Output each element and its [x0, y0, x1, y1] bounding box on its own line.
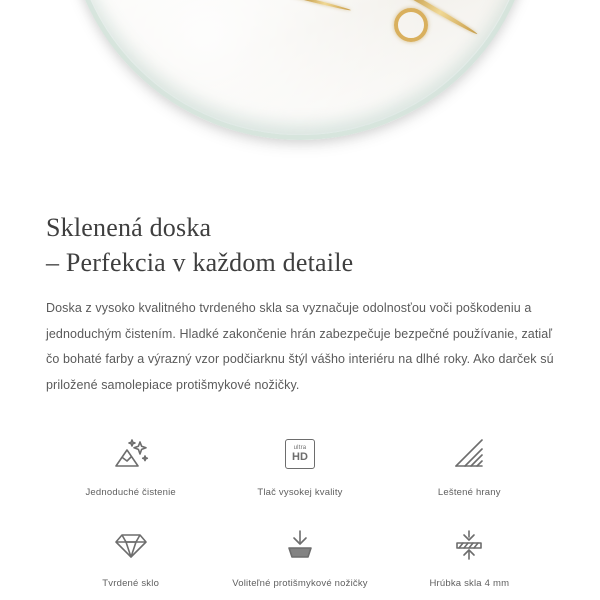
feature-label: Voliteľné protišmykové nožičky: [232, 577, 368, 589]
gold-vein: [273, 0, 351, 12]
feature-polished-edges: [385, 425, 554, 500]
diamond-icon: [50, 522, 211, 568]
feature-label: Tvrdené sklo: [102, 577, 160, 589]
ultra-hd-badge-bottom: HD: [292, 450, 308, 463]
ultra-hd-badge-top: ultra: [293, 444, 307, 451]
headline-line-1: Sklenená doska: [46, 213, 212, 242]
sparkle-cleaning-icon: [50, 431, 211, 477]
anti-slip-feet-icon: [219, 522, 380, 568]
feature-label: Tlač vysokej kvality: [257, 486, 343, 498]
feature-label: Leštené hrany: [437, 486, 501, 498]
description-paragraph: Doska z vysoko kvalitného tvrdeného skla sa vyznačuje odolnosťou voči poškodeniu a jednoduchým čistením. Hladké zakončenie hrán zabezpečuje bezpečné používanie, zatiaľ čo bohaté farby a výrazný vzor podčiarknu štýl vášho interiéru na dlhé roky. Ako darček sú priložené samolepiace protišmykové nožičky.: [46, 301, 554, 393]
feature-glass-thickness: [385, 516, 554, 591]
glass-board-surface: [65, 0, 535, 140]
gold-ring-accent: [394, 8, 428, 42]
product-hero-image: [0, 0, 600, 200]
feature-grid: [46, 425, 554, 592]
feature-label: Hrúbka skla 4 mm: [429, 577, 510, 589]
feature-anti-slip-feet: [215, 516, 384, 591]
page-title: [46, 210, 554, 280]
ultra-hd-icon: [219, 431, 380, 477]
headline-line-2: – Perfekcia v každom detaile: [46, 248, 354, 278]
polished-edges-icon: [389, 431, 550, 477]
feature-tempered-glass: [46, 516, 215, 591]
feature-easy-cleaning: [46, 425, 215, 500]
image-fade-overlay: [0, 164, 600, 200]
thickness-icon: [389, 522, 550, 568]
feature-label: Jednoduché čistenie: [85, 486, 176, 498]
feature-print-quality: [215, 425, 384, 500]
